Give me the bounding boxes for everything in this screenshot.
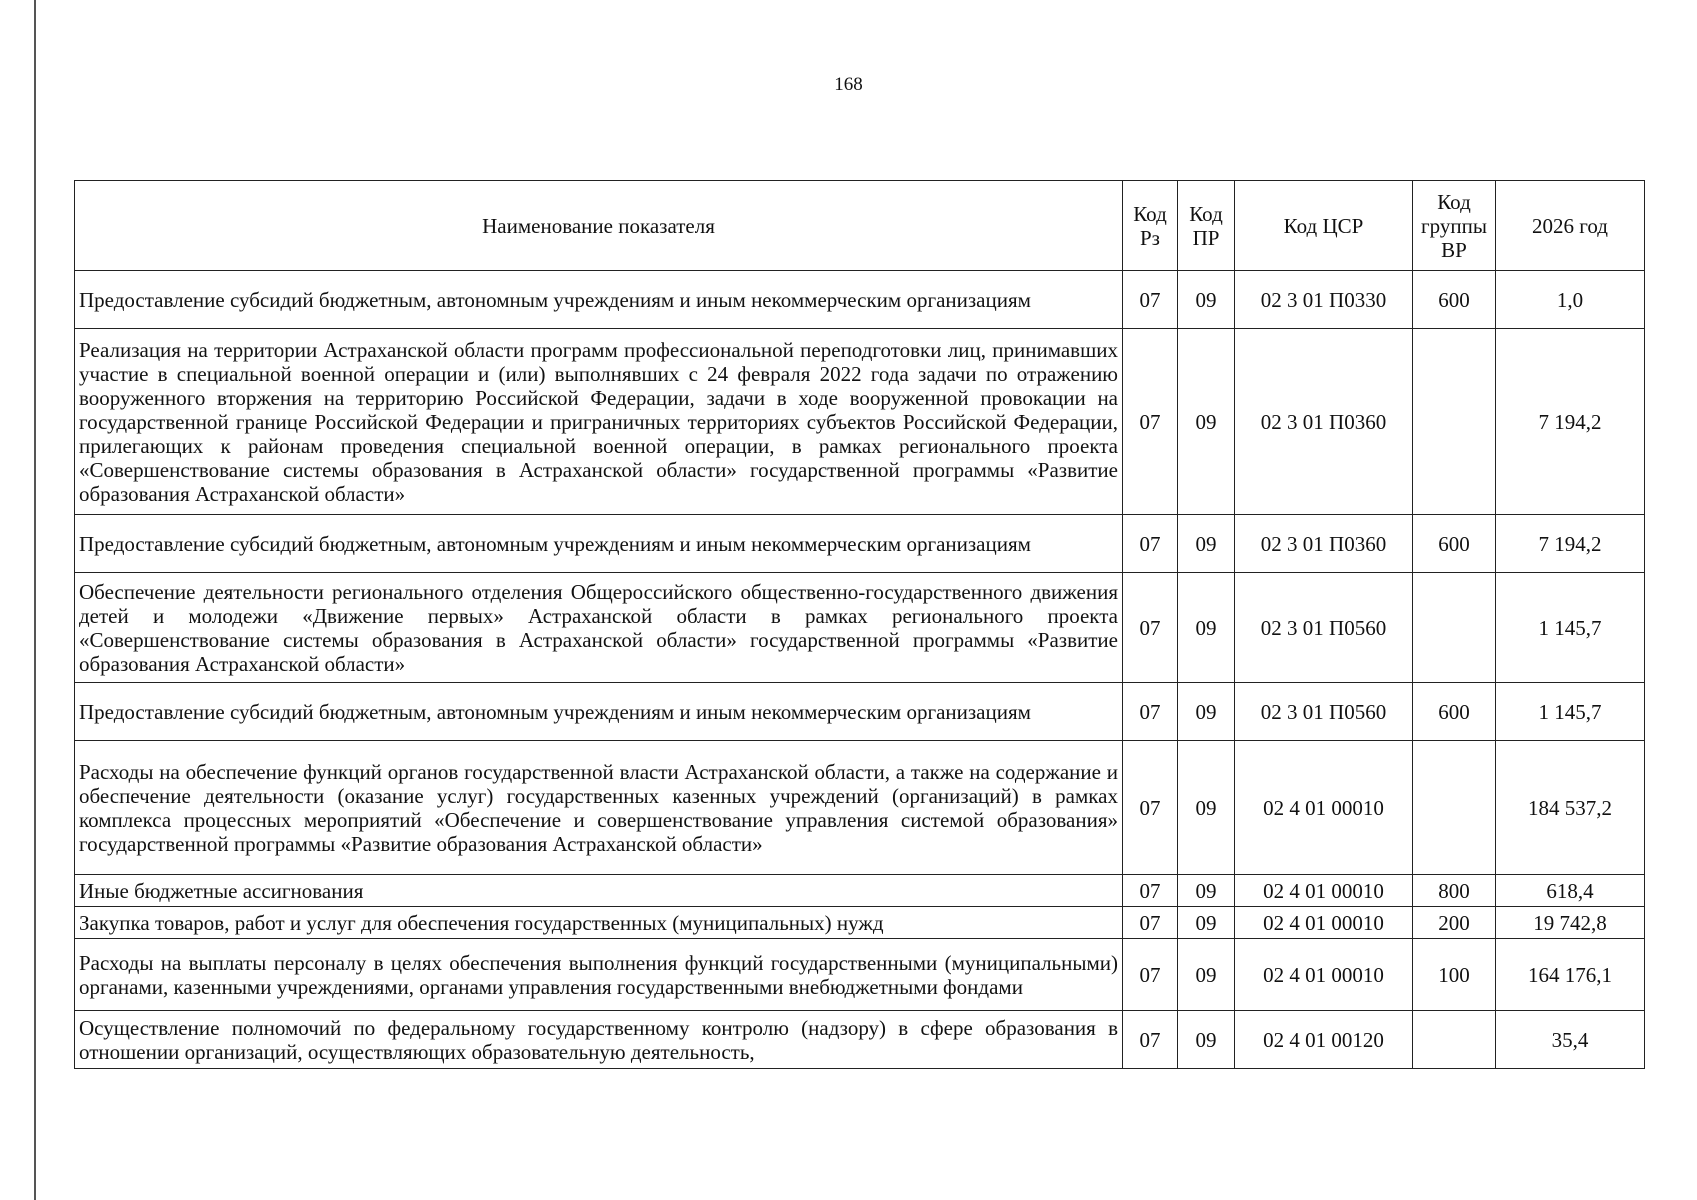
cell-value: 1,0 — [1496, 271, 1645, 329]
table-row — [75, 1011, 1645, 1069]
table-row — [75, 939, 1645, 1011]
header-pr: Код ПР — [1178, 181, 1235, 271]
cell-pr: 09 — [1178, 515, 1235, 573]
page-number: 168 — [834, 74, 863, 95]
cell-vr: 600 — [1413, 515, 1496, 573]
table-row — [75, 875, 1645, 907]
cell-pr: 09 — [1178, 907, 1235, 939]
cell-pr: 09 — [1178, 271, 1235, 329]
cell-value: 1 145,7 — [1496, 683, 1645, 741]
cell-rz: 07 — [1123, 329, 1178, 515]
table-header-row — [75, 181, 1645, 271]
header-rz: Код Рз — [1123, 181, 1178, 271]
cell-csr: 02 4 01 00010 — [1235, 939, 1413, 1011]
header-2026: 2026 год — [1496, 181, 1645, 271]
cell-pr: 09 — [1178, 741, 1235, 875]
cell-rz: 07 — [1123, 515, 1178, 573]
cell-vr: 100 — [1413, 939, 1496, 1011]
cell-csr: 02 3 01 П0560 — [1235, 683, 1413, 741]
cell-value: 618,4 — [1496, 875, 1645, 907]
table-row — [75, 271, 1645, 329]
cell-rz: 07 — [1123, 1011, 1178, 1069]
scan-edge-line — [34, 0, 36, 1200]
cell-name: Обеспечение деятельности регионального отделения Общероссийского общественно-государственного движения детей и молодежи «Движение первых» Астраханской области в рамках регионального проекта «Совершенствование системы образования в Астраханской области» государственной программы «Развитие образования Астраханской области» — [75, 573, 1123, 683]
cell-csr: 02 3 01 П0360 — [1235, 515, 1413, 573]
cell-name: Иные бюджетные ассигнования — [75, 875, 1123, 907]
cell-vr: 600 — [1413, 683, 1496, 741]
cell-csr: 02 4 01 00010 — [1235, 907, 1413, 939]
cell-name: Предоставление субсидий бюджетным, автономным учреждениям и иным некоммерческим организациям — [75, 271, 1123, 329]
cell-rz: 07 — [1123, 573, 1178, 683]
cell-csr: 02 4 01 00010 — [1235, 741, 1413, 875]
table-row — [75, 683, 1645, 741]
cell-vr — [1413, 329, 1496, 515]
cell-rz: 07 — [1123, 683, 1178, 741]
cell-name: Реализация на территории Астраханской области программ профессиональной переподготовки лиц, принимавших участие в специальной военной операции и (или) выполнявших с 24 февраля 2022 года задачи по отражению вооруженного вторжения на территорию Российской Федерации, задачи в ходе вооруженной провокации на государственной границе Российской Федерации и приграничных территориях субъектов Российской Федерации, прилегающих к районам проведения специальной военной операции, в рамках регионального проекта «Совершенствование системы образования в Астраханской области» государственной программы «Развитие образования Астраханской области» — [75, 329, 1123, 515]
cell-value: 184 537,2 — [1496, 741, 1645, 875]
cell-rz: 07 — [1123, 875, 1178, 907]
cell-vr: 200 — [1413, 907, 1496, 939]
cell-csr: 02 4 01 00120 — [1235, 1011, 1413, 1069]
cell-rz: 07 — [1123, 939, 1178, 1011]
cell-rz: 07 — [1123, 907, 1178, 939]
cell-name: Предоставление субсидий бюджетным, автономным учреждениям и иным некоммерческим организациям — [75, 683, 1123, 741]
cell-value: 164 176,1 — [1496, 939, 1645, 1011]
cell-pr: 09 — [1178, 329, 1235, 515]
cell-value: 7 194,2 — [1496, 515, 1645, 573]
cell-csr: 02 3 01 П0360 — [1235, 329, 1413, 515]
cell-vr — [1413, 573, 1496, 683]
cell-name: Осуществление полномочий по федеральному государственному контролю (надзору) в сфере образования в отношении организаций, осуществляющих образовательную деятельность, — [75, 1011, 1123, 1069]
cell-value: 35,4 — [1496, 1011, 1645, 1069]
cell-pr: 09 — [1178, 875, 1235, 907]
cell-pr: 09 — [1178, 1011, 1235, 1069]
cell-vr — [1413, 1011, 1496, 1069]
table-row — [75, 741, 1645, 875]
table-row — [75, 515, 1645, 573]
table-row — [75, 329, 1645, 515]
cell-csr: 02 3 01 П0560 — [1235, 573, 1413, 683]
header-name: Наименование показателя — [75, 181, 1123, 271]
cell-name: Закупка товаров, работ и услуг для обеспечения государственных (муниципальных) нужд — [75, 907, 1123, 939]
cell-csr: 02 3 01 П0330 — [1235, 271, 1413, 329]
table-row — [75, 573, 1645, 683]
cell-value: 19 742,8 — [1496, 907, 1645, 939]
cell-rz: 07 — [1123, 271, 1178, 329]
table-row — [75, 907, 1645, 939]
cell-vr — [1413, 741, 1496, 875]
cell-value: 1 145,7 — [1496, 573, 1645, 683]
cell-vr: 800 — [1413, 875, 1496, 907]
cell-vr: 600 — [1413, 271, 1496, 329]
cell-pr: 09 — [1178, 939, 1235, 1011]
cell-name: Расходы на выплаты персоналу в целях обеспечения выполнения функций государственными (муниципальными) органами, казенными учреждениями, органами управления государственными внебюджетными фондами — [75, 939, 1123, 1011]
cell-name: Предоставление субсидий бюджетным, автономным учреждениям и иным некоммерческим организациям — [75, 515, 1123, 573]
budget-table — [74, 180, 1645, 1069]
cell-pr: 09 — [1178, 573, 1235, 683]
cell-value: 7 194,2 — [1496, 329, 1645, 515]
cell-pr: 09 — [1178, 683, 1235, 741]
header-vr: Код группы ВР — [1413, 181, 1496, 271]
cell-csr: 02 4 01 00010 — [1235, 875, 1413, 907]
cell-rz: 07 — [1123, 741, 1178, 875]
cell-name: Расходы на обеспечение функций органов государственной власти Астраханской области, а также на содержание и обеспечение деятельности (оказание услуг) государственных казенных учреждений (организаций) в рамках комплекса процессных мероприятий «Обеспечение и совершенствование управления системой образования» государственной программы «Развитие образования Астраханской области» — [75, 741, 1123, 875]
header-csr: Код ЦСР — [1235, 181, 1413, 271]
